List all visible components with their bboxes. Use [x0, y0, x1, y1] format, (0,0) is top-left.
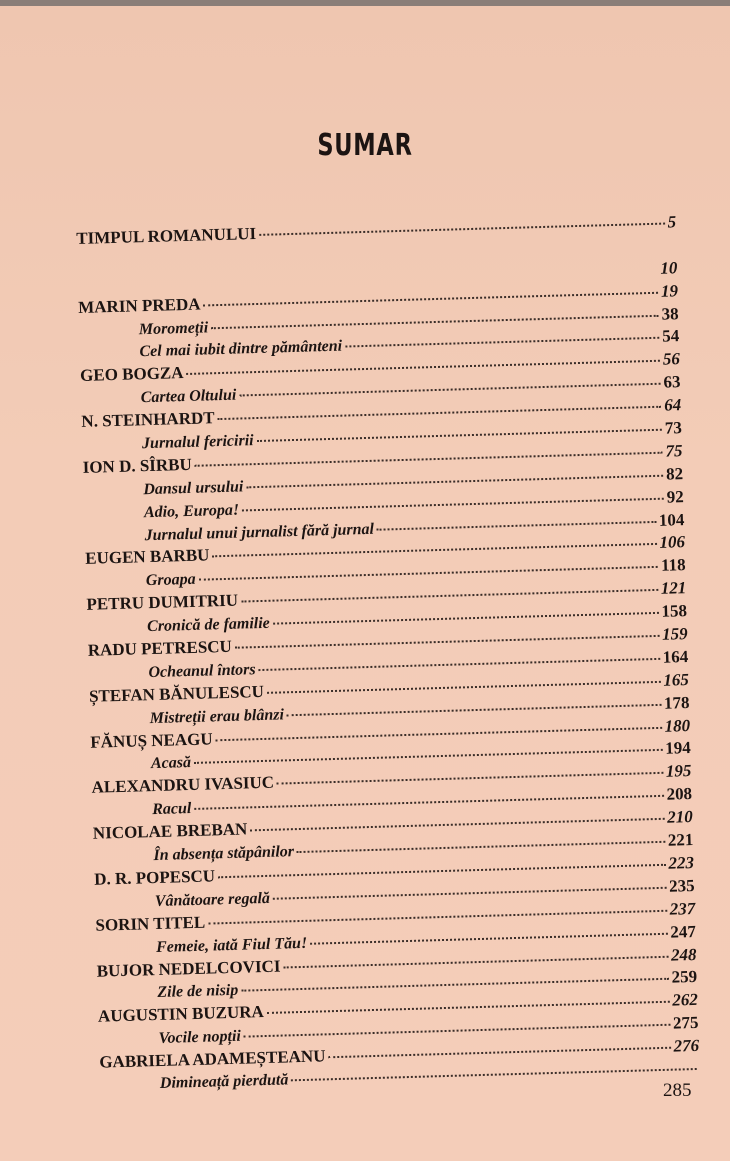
toc-page-number: 82 [665, 463, 684, 484]
toc-page-number: 75 [665, 441, 683, 461]
toc-page-number: 5 [667, 212, 677, 232]
toc-page-number: 164 [662, 646, 689, 667]
toc-author-name: PETRU DUMITRIU [86, 590, 239, 615]
toc-work-title: Jurnalul unui jurnalist fără jurnal [144, 520, 375, 544]
toc-dot-leader [291, 1068, 696, 1081]
toc-page-number: 276 [673, 1035, 700, 1056]
toc-page-number: 10 [660, 258, 678, 278]
toc-page-number: 237 [669, 898, 696, 919]
toc-page-number: 247 [670, 921, 697, 942]
toc-page-number: 73 [664, 418, 683, 438]
toc-dot-leader [242, 497, 664, 511]
toc-page-number: 248 [670, 944, 697, 965]
toc-page-number: 180 [664, 715, 691, 736]
toc-dot-leader [241, 978, 668, 992]
toc-work-title: Cartea Oltului [140, 386, 237, 407]
toc-dot-leader [277, 772, 663, 785]
toc-page-number: 178 [663, 692, 690, 713]
toc-page-number: 165 [663, 669, 690, 690]
toc-dot-leader [287, 704, 661, 716]
toc-page-number: 159 [661, 624, 688, 644]
toc-dot-leader [328, 1047, 670, 1059]
toc-dot-leader [241, 589, 658, 603]
toc-page-number: 194 [665, 738, 692, 759]
toc-page-number: 275 [672, 1013, 699, 1033]
toc-dot-leader [194, 795, 663, 810]
toc-author-name: ION D. SÎRBU [82, 454, 193, 477]
page-number: 285 [663, 1080, 692, 1101]
toc-dot-leader [218, 864, 665, 878]
toc-author-name: BUJOR NEDELCOVICI [96, 956, 281, 981]
toc-dot-leader [267, 1001, 670, 1014]
toc-page-number: 92 [666, 486, 684, 507]
toc-author-name: N. STEINHARDT [81, 408, 215, 432]
toc-page-number: 158 [661, 601, 688, 621]
toc-dot-leader [273, 612, 659, 625]
toc-work-title: Groapa [145, 571, 196, 590]
toc-work-title: Racul [152, 800, 192, 819]
toc-page-number: 63 [663, 372, 681, 392]
toc-work-title: Mistreții erau blânzi [149, 706, 285, 727]
toc-author-name: RADU PETRESCU [87, 636, 233, 660]
toc-dot-leader [235, 635, 659, 649]
toc-author-name: AUGUSTIN BUZURA [97, 1002, 265, 1026]
toc-author-name: GABRIELA ADAMEȘTEANU [99, 1046, 326, 1072]
toc-dot-leader [257, 429, 662, 442]
toc-author-name: TIMPUL ROMANULUI [76, 223, 257, 248]
toc-author-name: ALEXANDRU IVASIUC [91, 773, 275, 798]
toc-work-title: Ocheanul întors [148, 661, 256, 682]
toc-dot-leader [250, 818, 664, 832]
toc-work-title: Jurnalul fericirii [141, 432, 254, 453]
toc-dot-leader [208, 909, 667, 924]
toc-dot-leader [273, 887, 666, 900]
toc-page-number: 118 [660, 555, 686, 576]
toc-author-name: GEO BOGZA [79, 363, 184, 386]
toc-dot-leader [297, 841, 665, 853]
toc-author-name: EUGEN BARBU [84, 545, 210, 569]
page-top-edge [0, 0, 730, 6]
toc-dot-leader [267, 681, 660, 694]
toc-page-number: 210 [666, 807, 693, 827]
toc-page-number: 64 [663, 395, 682, 415]
toc-work-title: Moromeții [138, 318, 209, 338]
toc-work-title: Adio, Europa! [143, 501, 240, 521]
toc-dot-leader [239, 383, 660, 397]
toc-page-number: 195 [665, 761, 692, 782]
toc-page-number: 235 [668, 875, 695, 896]
toc-author-name: FĂNUȘ NEAGU [90, 728, 213, 752]
toc-work-title: Cel mai iubit dintre pământeni [139, 338, 343, 361]
toc-page-number: 221 [667, 830, 694, 850]
toc-dot-leader [310, 932, 667, 944]
toc-dot-leader [345, 337, 659, 348]
toc-page-number: 223 [668, 852, 695, 873]
toc-dot-leader [212, 543, 656, 557]
toc-work-title: Cronică de familie [146, 614, 271, 636]
toc-page-number: 259 [671, 967, 698, 988]
table-of-contents [76, 211, 700, 1097]
toc-page-number: 54 [661, 326, 680, 347]
toc-work-title: Acasă [150, 754, 192, 773]
toc-work-title: Femeie, iată Fiul Tău! [155, 934, 308, 956]
toc-page-number: 56 [662, 349, 681, 370]
toc-dot-leader [216, 726, 662, 740]
toc-dot-leader [259, 223, 664, 236]
toc-dot-leader [377, 521, 656, 531]
toc-page-number: 19 [660, 280, 679, 301]
toc-dot-leader [259, 658, 660, 671]
toc-author-name: MARIN PREDA [77, 294, 201, 317]
toc-dot-leader [203, 291, 658, 306]
toc-dot-leader [194, 749, 662, 764]
page-title: SUMAR [317, 128, 413, 163]
toc-dot-leader [199, 566, 659, 581]
toc-work-title: Vocile nopții [158, 1027, 242, 1048]
toc-work-title: Zile de nisip [157, 982, 239, 1002]
toc-dot-leader [246, 474, 663, 488]
toc-page-number: 262 [672, 990, 699, 1010]
toc-dot-leader [195, 452, 663, 467]
toc-author-name: ȘTEFAN BĂNULESCU [88, 681, 265, 706]
toc-dot-leader [244, 1024, 670, 1038]
toc-work-title: În absența stăpânilor [153, 843, 295, 865]
toc-dot-leader [283, 955, 668, 968]
toc-page-number: 121 [660, 578, 687, 599]
toc-page-number: 104 [658, 509, 685, 530]
toc-author-name: SORIN TITEL [95, 912, 206, 935]
toc-page-number: 208 [666, 784, 693, 804]
toc-author-name: NICOLAE BREBAN [92, 819, 248, 843]
toc-work-title: Vânătoare regală [154, 889, 271, 910]
toc-page-number: 106 [659, 532, 686, 553]
toc-work-title: Dansul ursului [143, 478, 244, 499]
toc-dot-leader [218, 406, 662, 420]
toc-dot-leader [211, 314, 659, 328]
toc-work-title: Dimineață pierdută [159, 1071, 289, 1092]
toc-author-name: D. R. POPESCU [93, 866, 216, 889]
toc-page-number: 38 [661, 303, 679, 324]
